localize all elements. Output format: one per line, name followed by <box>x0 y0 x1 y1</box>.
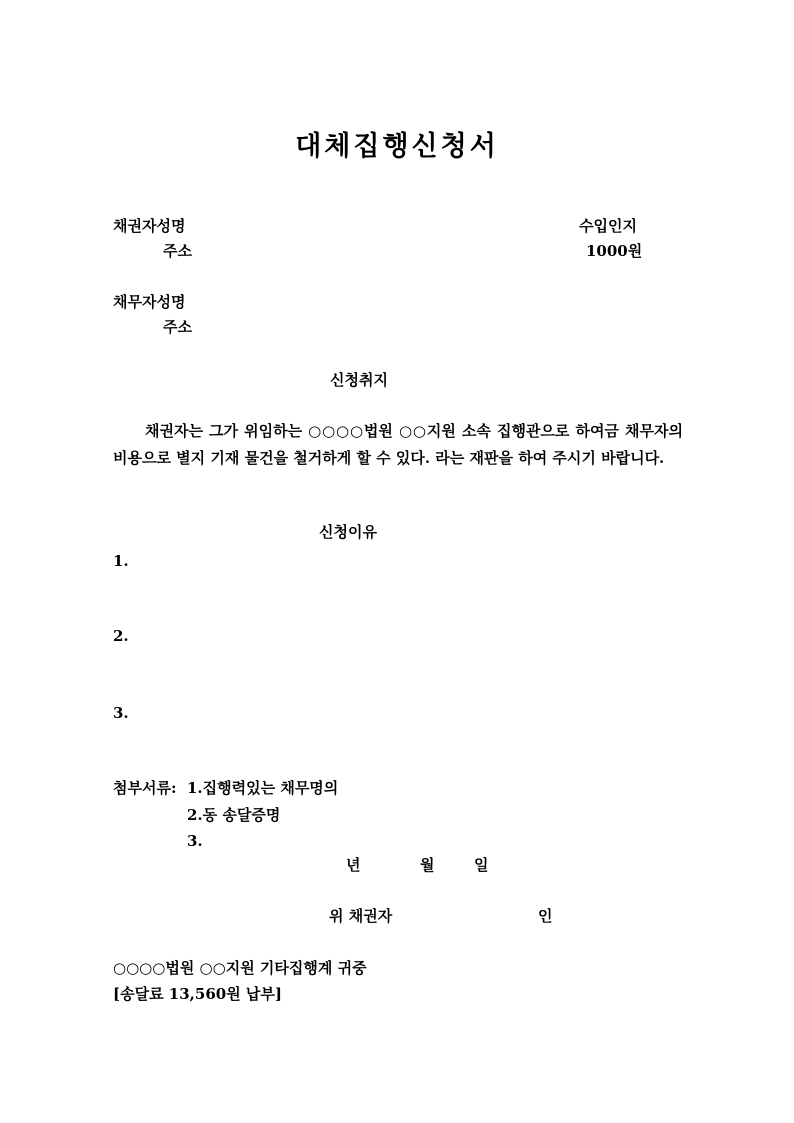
document-title: 대체집행신청서 <box>295 131 499 162</box>
delivery-fee: [송달료 13,560원 납부] <box>113 985 282 1003</box>
purpose-body: 채권자는 그가 위임하는 ○○○○법원 ○○지원 소속 집행관으로 하여금 채무자의 비용으로 별지 기재 물건을 철거하게 할 수 있다. 라는 재판을 하여 주시기 바랍니다. <box>113 422 683 467</box>
signature-seal: 인 <box>538 907 553 925</box>
date-year: 년 <box>346 856 361 874</box>
reason-item: 2. <box>113 627 129 645</box>
revenue-stamp-label: 수입인지 <box>579 217 637 235</box>
attachment-item: 3. <box>187 832 203 850</box>
attachment-item: 2.동 송달증명 <box>187 806 281 824</box>
reason-item: 3. <box>113 704 129 722</box>
creditor-address-label: 주소 <box>163 242 192 260</box>
signature-label: 위 채권자 <box>329 907 393 925</box>
creditor-name-label: 채권자성명 <box>113 217 186 235</box>
reason-item: 1. <box>113 552 129 570</box>
purpose-heading: 신청취지 <box>330 371 388 389</box>
revenue-stamp-amount: 1000원 <box>586 242 643 260</box>
debtor-name-label: 채무자성명 <box>113 293 186 311</box>
addressee: ○○○○법원 ○○지원 기타집행계 귀중 <box>113 959 367 977</box>
date-day: 일 <box>474 856 489 874</box>
date-month: 월 <box>420 856 435 874</box>
reasons-heading: 신청이유 <box>319 523 377 541</box>
attachment-item: 1.집행력있는 채무명의 <box>187 779 339 797</box>
debtor-address-label: 주소 <box>163 318 192 336</box>
attachments-label: 첨부서류: <box>113 779 177 797</box>
